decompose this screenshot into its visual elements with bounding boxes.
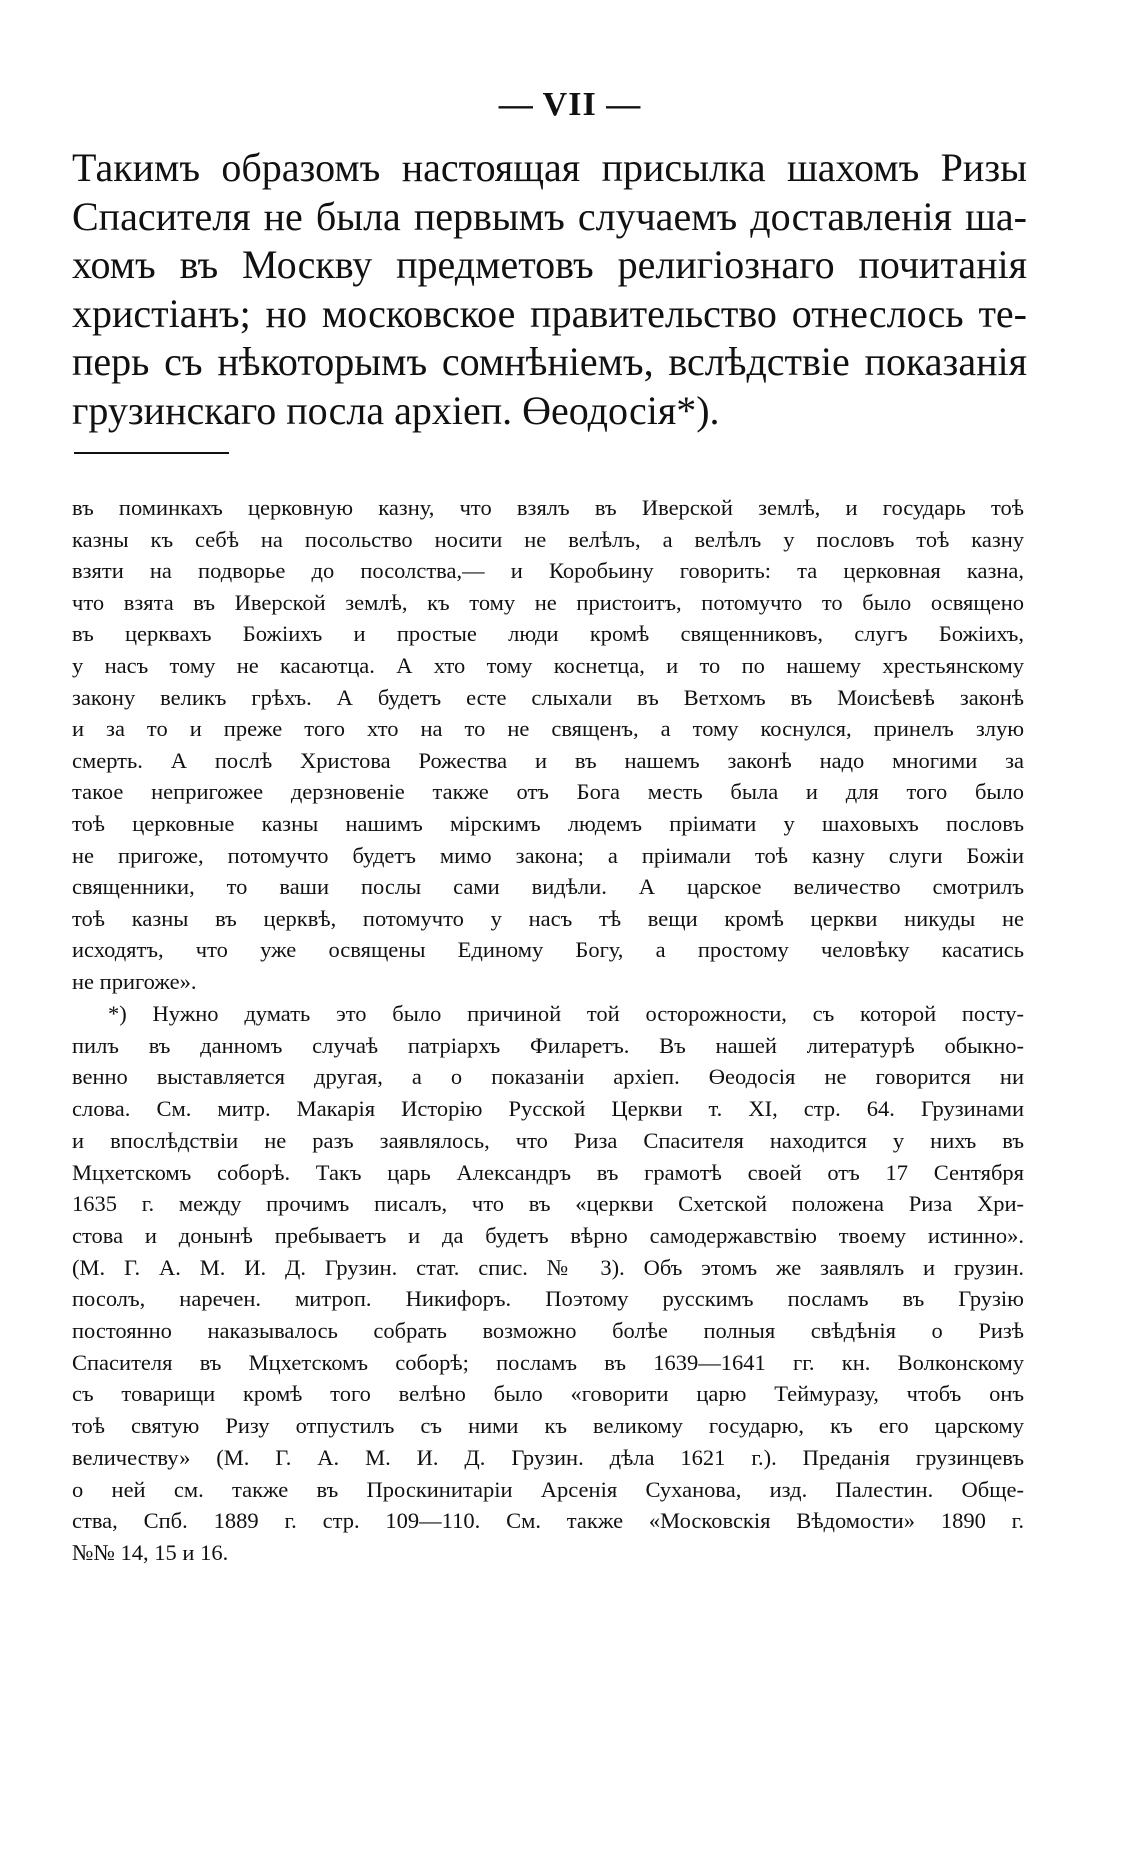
footnote-line: стова и донынѣ пребываетъ и да будетъ вѣрно самодержавствію твоему истинно». [72,1222,1024,1248]
main-text-line: грузинскаго посла архіеп. Өеодосія*). [72,387,720,433]
quote-line: священники, то ваши послы сами видѣли. А царское величество смотрилъ [72,874,1024,900]
quote-line: и за то и преже того хто на то не священъ, а тому коснулся, принелъ злую [72,716,1024,742]
quote-line: тоѣ церковные казны нашимъ мірскимъ людемъ пріимати у шаховыхъ пословъ [72,810,1024,836]
page-number: — VII — [498,86,642,123]
main-paragraph [72,144,1027,435]
quote-line: тоѣ казны въ церквѣ, потомучто у насъ тѣ вещи кромѣ церкви никуды не [72,905,1024,931]
quote-line: смерть. А послѣ Христова Рожества и въ нашемъ законѣ надо многими за [72,747,1024,773]
footnote-line: 1635 г. между прочимъ писалъ, что въ «церкви Схетской положена Риза Хри- [72,1191,1024,1217]
footnote-line: и впослѣдствіи не разъ заявлялось, что Риза Спасителя находится у нихъ въ [72,1127,1024,1153]
quote-line: въ церквахъ Божіихъ и простые люди кромѣ священниковъ, слугъ Божіихъ, [72,621,1024,647]
footnote-line: тоѣ святую Ризу отпустилъ съ ними къ великому государю, къ его царскому [72,1413,1024,1439]
footnote-separator [74,452,229,454]
main-text-line: Такимъ образомъ настоящая присылка шахомъ Ризы [72,145,1027,190]
footnote-line: Мцхетскомъ соборѣ. Такъ царь Александръ въ грамотѣ своей отъ 17 Сентября [72,1159,1024,1185]
footnote-line: *) Нужно думать это было причиной той осторожности, съ которой посту- [108,1001,1024,1026]
quote-continuation [72,492,1024,998]
footnote-line: №№ 14, 15 и 16. [72,1539,229,1565]
quote-line: что взята въ Иверской землѣ, къ тому не пристоитъ, потомучто то было освящено [72,589,1024,615]
quote-line: въ поминкахъ церковную казну, что взялъ въ Иверской землѣ, и государь тоѣ [72,495,1024,520]
quote-line: не пригоже, потомучто будетъ мимо закона; а пріимали тоѣ казну слуги Божіи [72,842,1024,868]
footnote-line: (М. Г. А. М. И. Д. Грузин. стат. спис. № 3). Объ этомъ же заявлялъ и грузин. [72,1254,1024,1280]
footnote-line: о ней см. также въ Проскинитаріи Арсенія Суханова, изд. Палестин. Обще- [72,1476,1024,1502]
footnote-line: посолъ, наречен. митроп. Никифоръ. Поэтому русскимъ посламъ въ Грузію [72,1286,1024,1312]
quote-line: не пригоже». [72,968,197,994]
footnote-line: постоянно наказывалось собрать возможно болѣе полныя свѣдѣнія о Ризѣ [72,1318,1024,1344]
main-text-line: хомъ въ Москву предметовъ религіознаго почитанія [72,242,1027,287]
quote-line: взяти на подворье до посолства,— и Коробьину говорить: та церковная казна, [72,558,1024,584]
quote-line: казны къ себѣ на посольство носити не велѣлъ, а велѣлъ у пословъ тоѣ казну [72,526,1024,552]
footnote-line: пилъ въ данномъ случаѣ патріархъ Филаретъ. Въ нашей литературѣ обыкно- [72,1032,1024,1058]
footnote [72,998,1024,1569]
footnote-line: Спасителя въ Мцхетскомъ соборѣ; посламъ въ 1639—1641 гг. кн. Волконскому [72,1349,1024,1375]
quote-line: закону великъ грѣхъ. А будетъ есте слыхали въ Ветхомъ въ Моисѣевѣ законѣ [72,684,1024,710]
quote-line: такое непригожее дерзновеніе также отъ Бога месть была и для того было [72,779,1024,805]
footnote-line: съ товарищи кромѣ того велѣно было «говорити царю Теймуразу, чтобъ онъ [72,1381,1024,1407]
footnote-line: венно выставляется другая, а о показаніи архіеп. Өеодосія не говорится ни [72,1064,1024,1090]
main-text-line: христіанъ; но московское правительство отнеслось те- [72,290,1027,336]
main-text-line: перь съ нѣкоторымъ сомнѣніемъ, вслѣдствіе показанія [72,339,1027,384]
quote-line: исходятъ, что уже освящены Единому Богу, а простому человѣку касатись [72,937,1024,963]
footnote-line: слова. См. митр. Макарія Исторію Русской Церкви т. XI, стр. 64. Грузинами [72,1096,1024,1122]
main-text-line: Спасителя не была первымъ случаемъ доставленія ша- [72,193,1027,239]
footnote-line: величеству» (М. Г. А. М. И. Д. Грузин. дѣла 1621 г.). Преданія грузинцевъ [72,1444,1024,1470]
quote-line: у насъ тому не касаютца. А хто тому коснетца, и то по нашему хрестьянскому [72,652,1024,678]
footnote-line: ства, Спб. 1889 г. стр. 109—110. См. также «Московскія Вѣдомости» 1890 г. [72,1508,1024,1534]
